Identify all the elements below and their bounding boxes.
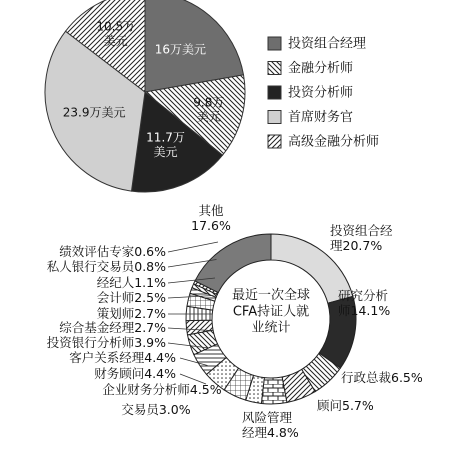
donut-label-right-1: 研究分析师14.1%	[338, 288, 391, 318]
pie-slice-label-3: 23.9万美元	[62, 105, 126, 120]
donut-label-left-0: 财务顾问4.4%	[94, 366, 176, 381]
donut-label-other: 其他 17.6%	[191, 203, 231, 233]
donut-label-left-1: 客户关系经理4.4%	[69, 350, 176, 365]
legend-swatch-1	[268, 62, 281, 75]
legend-label-3: 首席财务官	[288, 110, 354, 125]
pie-slice-label-0: 16万美元	[154, 42, 207, 57]
donut-label-left-5: 会计师2.5%	[96, 290, 166, 305]
pie-slice-label-4: 10.5万美元	[96, 19, 136, 48]
legend-label-4: 高级金融分析师	[288, 134, 380, 150]
donut-label-right-2: 行政总裁6.5%	[341, 370, 423, 385]
donut-label-right-0: 投资组合经理20.7%	[330, 223, 393, 253]
donut-slice-16	[195, 234, 271, 293]
donut-slice-4	[261, 377, 287, 404]
donut-label-left-8: 绩效评估专家0.6%	[59, 244, 166, 259]
donut-label-left-3: 综合基金经理2.7%	[59, 320, 166, 335]
legend-swatch-2	[268, 86, 281, 99]
donut-label-left-4: 策划师2.7%	[96, 306, 166, 321]
donut-label-bottom-2: 企业财务分析师4.5%	[102, 382, 222, 397]
donut-label-left-2: 投资银行分析师3.9%	[46, 335, 166, 350]
cfa-donut-labels	[47, 203, 423, 440]
donut-label-bottom-1: 交易员3.0%	[121, 402, 191, 417]
cfa-donut-chart	[186, 234, 356, 404]
legend-label-1: 金融分析师	[288, 61, 354, 76]
donut-center-text: 最近一次全球 CFA持证人就业统计	[231, 288, 311, 336]
salary-pie-legend	[268, 36, 379, 150]
legend-swatch-4	[268, 135, 281, 148]
salary-pie-chart	[45, 0, 245, 192]
donut-leader-line-8	[168, 242, 218, 252]
legend-swatch-0	[268, 37, 281, 50]
donut-label-right-3: 顾问5.7%	[317, 398, 374, 413]
legend-label-2: 投资分析师	[288, 85, 354, 101]
legend-label-0: 投资组合经理	[288, 36, 367, 52]
legend-swatch-3	[268, 111, 281, 124]
donut-label-left-6: 经纪人1.1%	[96, 275, 166, 290]
donut-label-bottom-0: 风险管理经理4.8%	[242, 410, 299, 440]
donut-label-left-7: 私人银行交易员0.8%	[46, 259, 166, 274]
pie-slice-label-1: 9.8万美元	[193, 95, 225, 124]
pie-slice-label-2: 11.7万美元	[146, 130, 185, 160]
